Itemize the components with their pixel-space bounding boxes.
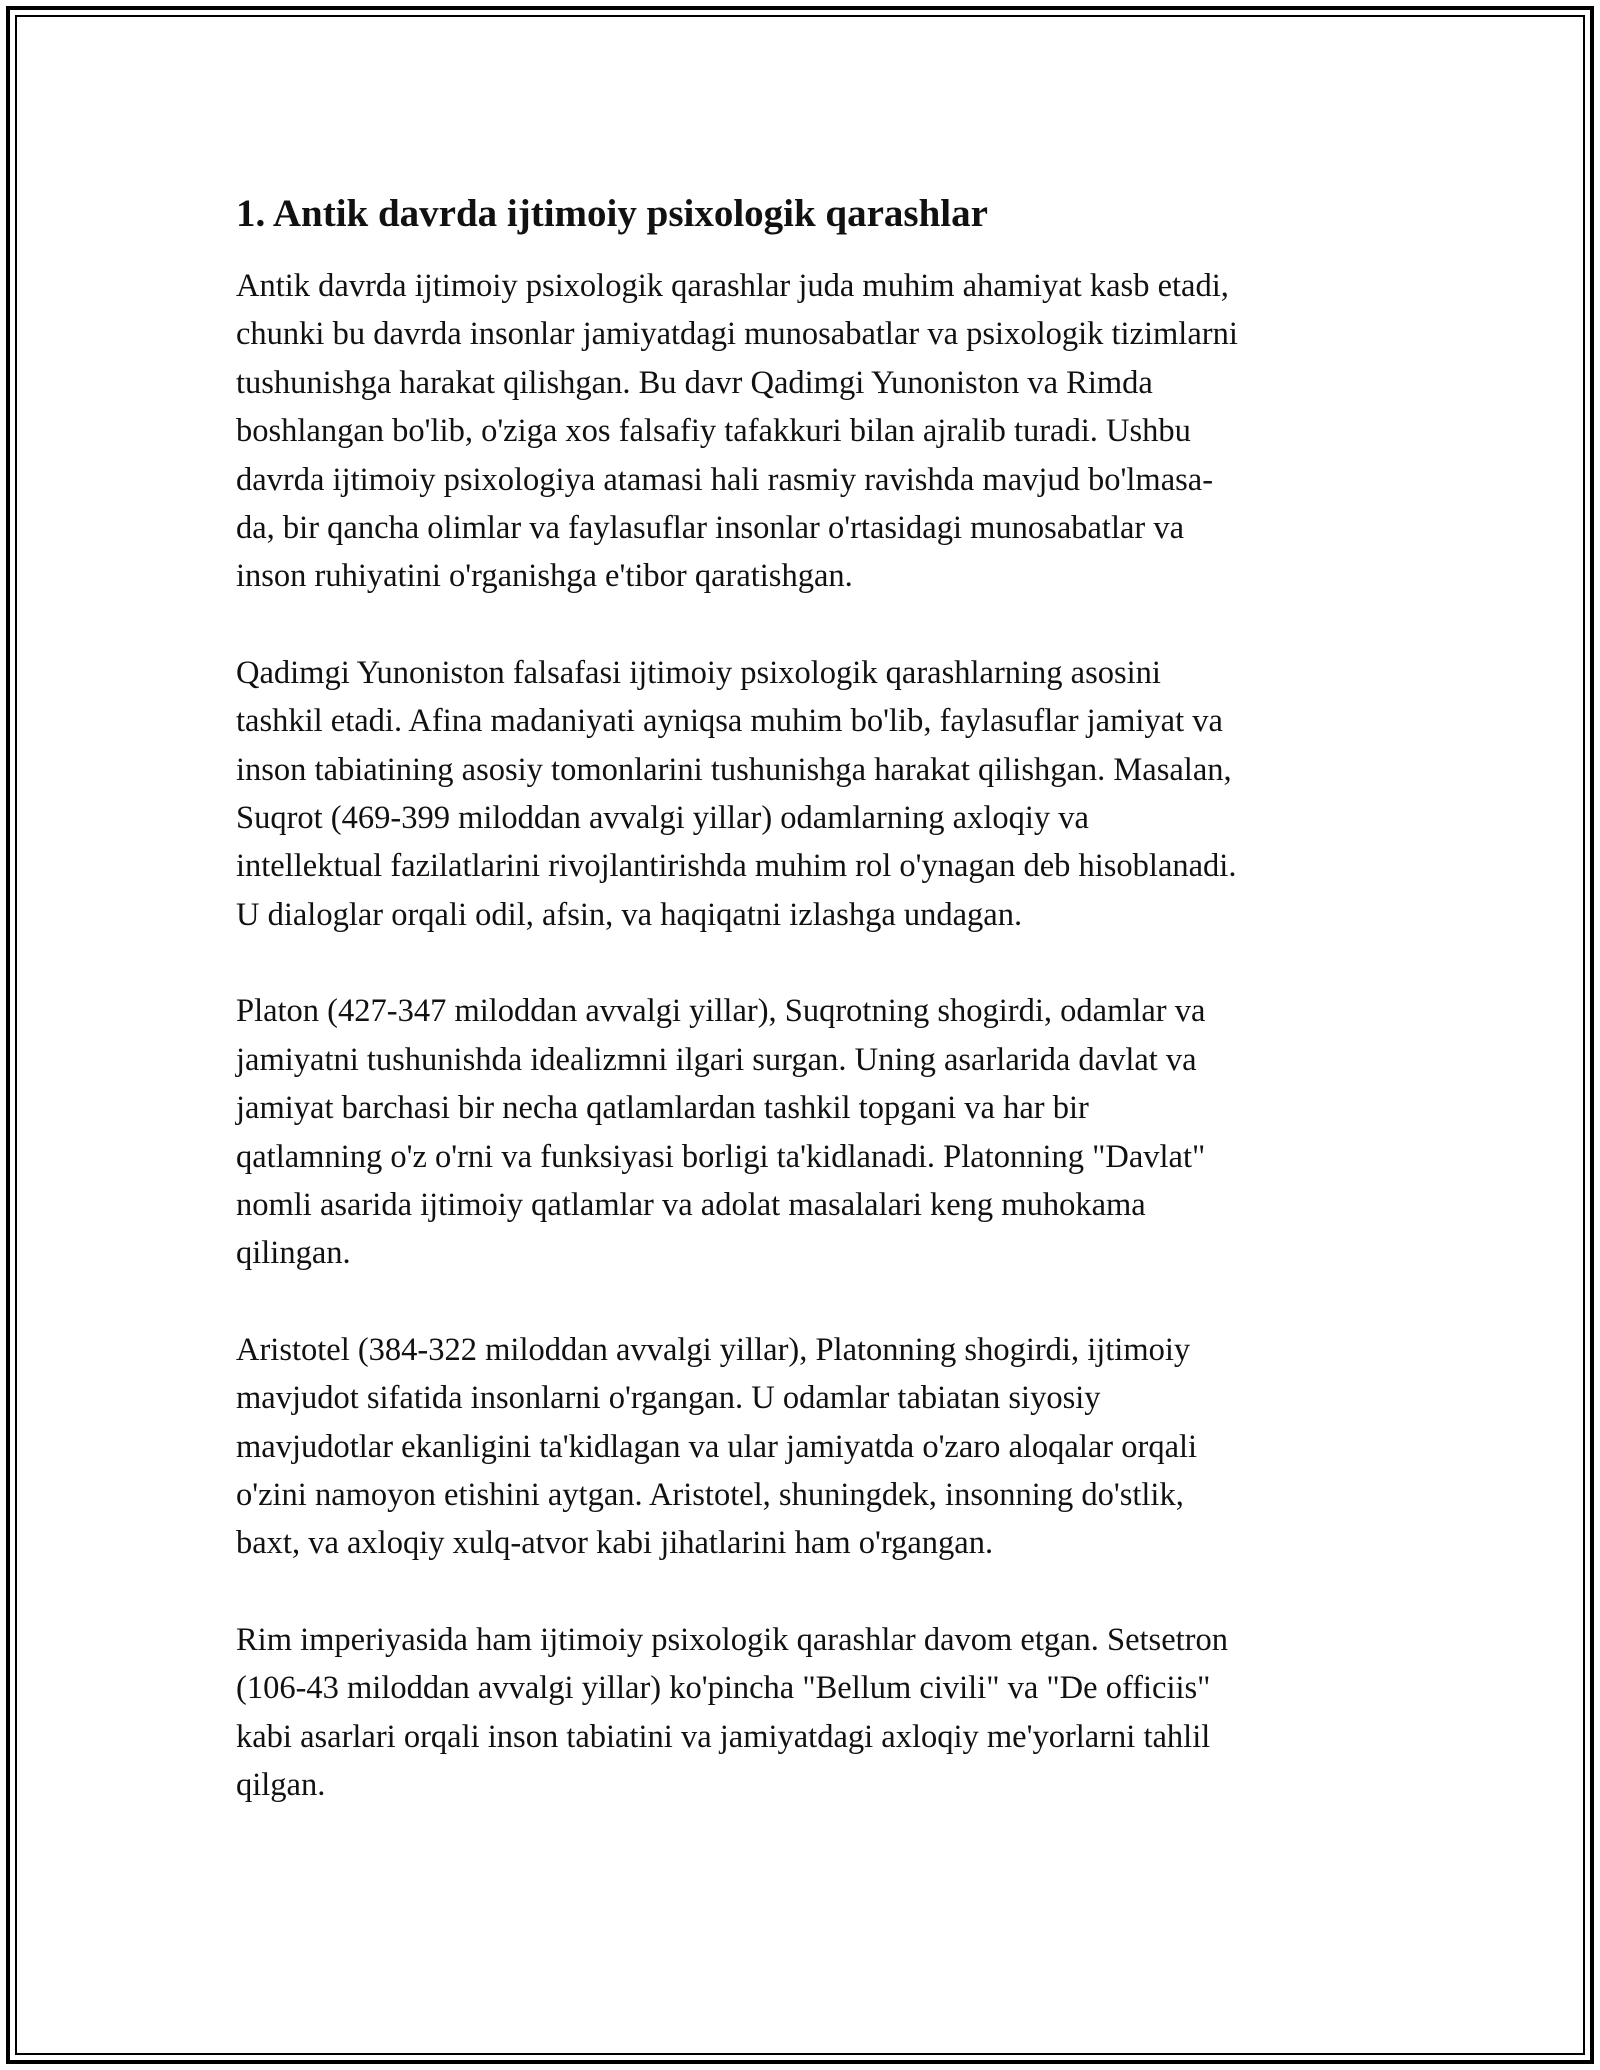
text-line: qatlamning o'z o'rni va funksiyasi borligi ta'kidlanadi. Platonning "Davlat" [236, 1138, 1206, 1175]
paragraph-antik-davr [236, 262, 1376, 601]
text-line: jamiyatni tushunishda idealizmni ilgari surgan. Uning asarlarida davlat va [236, 1041, 1197, 1078]
text-line: boshlangan bo'lib, o'ziga xos falsafiy tafakkuri bilan ajralib turadi. Ushbu [236, 413, 1191, 450]
text-line: inson ruhiyatini o'rganishga e'tibor qaratishgan. [236, 558, 853, 595]
document-content [236, 188, 1376, 1857]
text-line: Suqrot (469-399 miloddan avvalgi yillar) odamlarning axloqiy va [236, 800, 1089, 837]
text-line: Antik davrda ijtimoiy psixologik qarashlar juda muhim ahamiyat kasb etadi, [236, 268, 1229, 304]
text-line: Platon (427-347 miloddan avvalgi yillar), Suqrotning shogirdi, odamlar va [236, 993, 1206, 1030]
text-line: Aristotel (384-322 miloddan avvalgi yillar), Platonning shogirdi, ijtimoiy [236, 1331, 1191, 1368]
text-line: intellektual fazilatlarini rivojlantirishda muhim rol o'ynagan deb hisoblanadi. [236, 848, 1237, 885]
paragraph-qadimgi-yunoniston [236, 649, 1376, 939]
text-line: U dialoglar orqali odil, afsin, va haqiqatni izlashga undagan. [236, 896, 1023, 933]
text-line: jamiyat barchasi bir necha qatlamlardan tashkil topgani va har bir [236, 1090, 1089, 1127]
text-line: tashkil etadi. Afina madaniyati ayniqsa muhim bo'lib, faylasuflar jamiyat va [236, 703, 1223, 740]
text-line: o'zini namoyon etishini aytgan. Aristotel, shuningdek, insonning do'stlik, [236, 1476, 1184, 1513]
text-line: nomli asarida ijtimoiy qatlamlar va adolat masalalari keng muhokama [236, 1186, 1146, 1223]
text-line: Rim imperiyasida ham ijtimoiy psixologik qarashlar davom etgan. Setsetron [236, 1621, 1228, 1658]
text-line: tushunishga harakat qilishgan. Bu davr Qadimgi Yunoniston va Rimda [236, 364, 1153, 401]
paragraph-rim-imperiyasi [236, 1616, 1376, 1810]
text-line: qilgan. [236, 1766, 326, 1803]
text-line: qilingan. [236, 1235, 351, 1272]
text-line: Qadimgi Yunoniston falsafasi ijtimoiy psixologik qarashlarning asosini [236, 654, 1161, 691]
text-line: davrda ijtimoiy psixologiya atamasi hali rasmiy ravishda mavjud bo'lmasa- [236, 461, 1214, 498]
text-line: mavjudotlar ekanligini ta'kidlagan va ular jamiyatda o'zaro aloqalar orqali [236, 1428, 1198, 1465]
text-line: mavjudot sifatida insonlarni o'rgangan. U odamlar tabiatan siyosiy [236, 1380, 1101, 1417]
paragraph-aristotel [236, 1326, 1376, 1568]
text-line: kabi asarlari orqali inson tabiatini va jamiyatdagi axloqiy me'yorlarni tahlil [236, 1718, 1211, 1755]
text-line: (106-43 miloddan avvalgi yillar) ko'pincha "Bellum civili" va "De officiis" [236, 1670, 1211, 1707]
text-line: inson tabiatining asosiy tomonlarini tushunishga harakat qilishgan. Masalan, [236, 751, 1232, 788]
text-line: chunki bu davrda insonlar jamiyatdagi munosabatlar va psixologik tizimlarni [236, 316, 1238, 353]
text-line: da, bir qancha olimlar va faylasuflar insonlar o'rtasidagi munosabatlar va [236, 510, 1185, 547]
text-line: baxt, va axloqiy xulq-atvor kabi jihatlarini ham o'rgangan. [236, 1525, 994, 1562]
paragraph-platon [236, 987, 1376, 1277]
section-title: 1. Antik davrda ijtimoiy psixologik qarashlar [236, 192, 988, 235]
